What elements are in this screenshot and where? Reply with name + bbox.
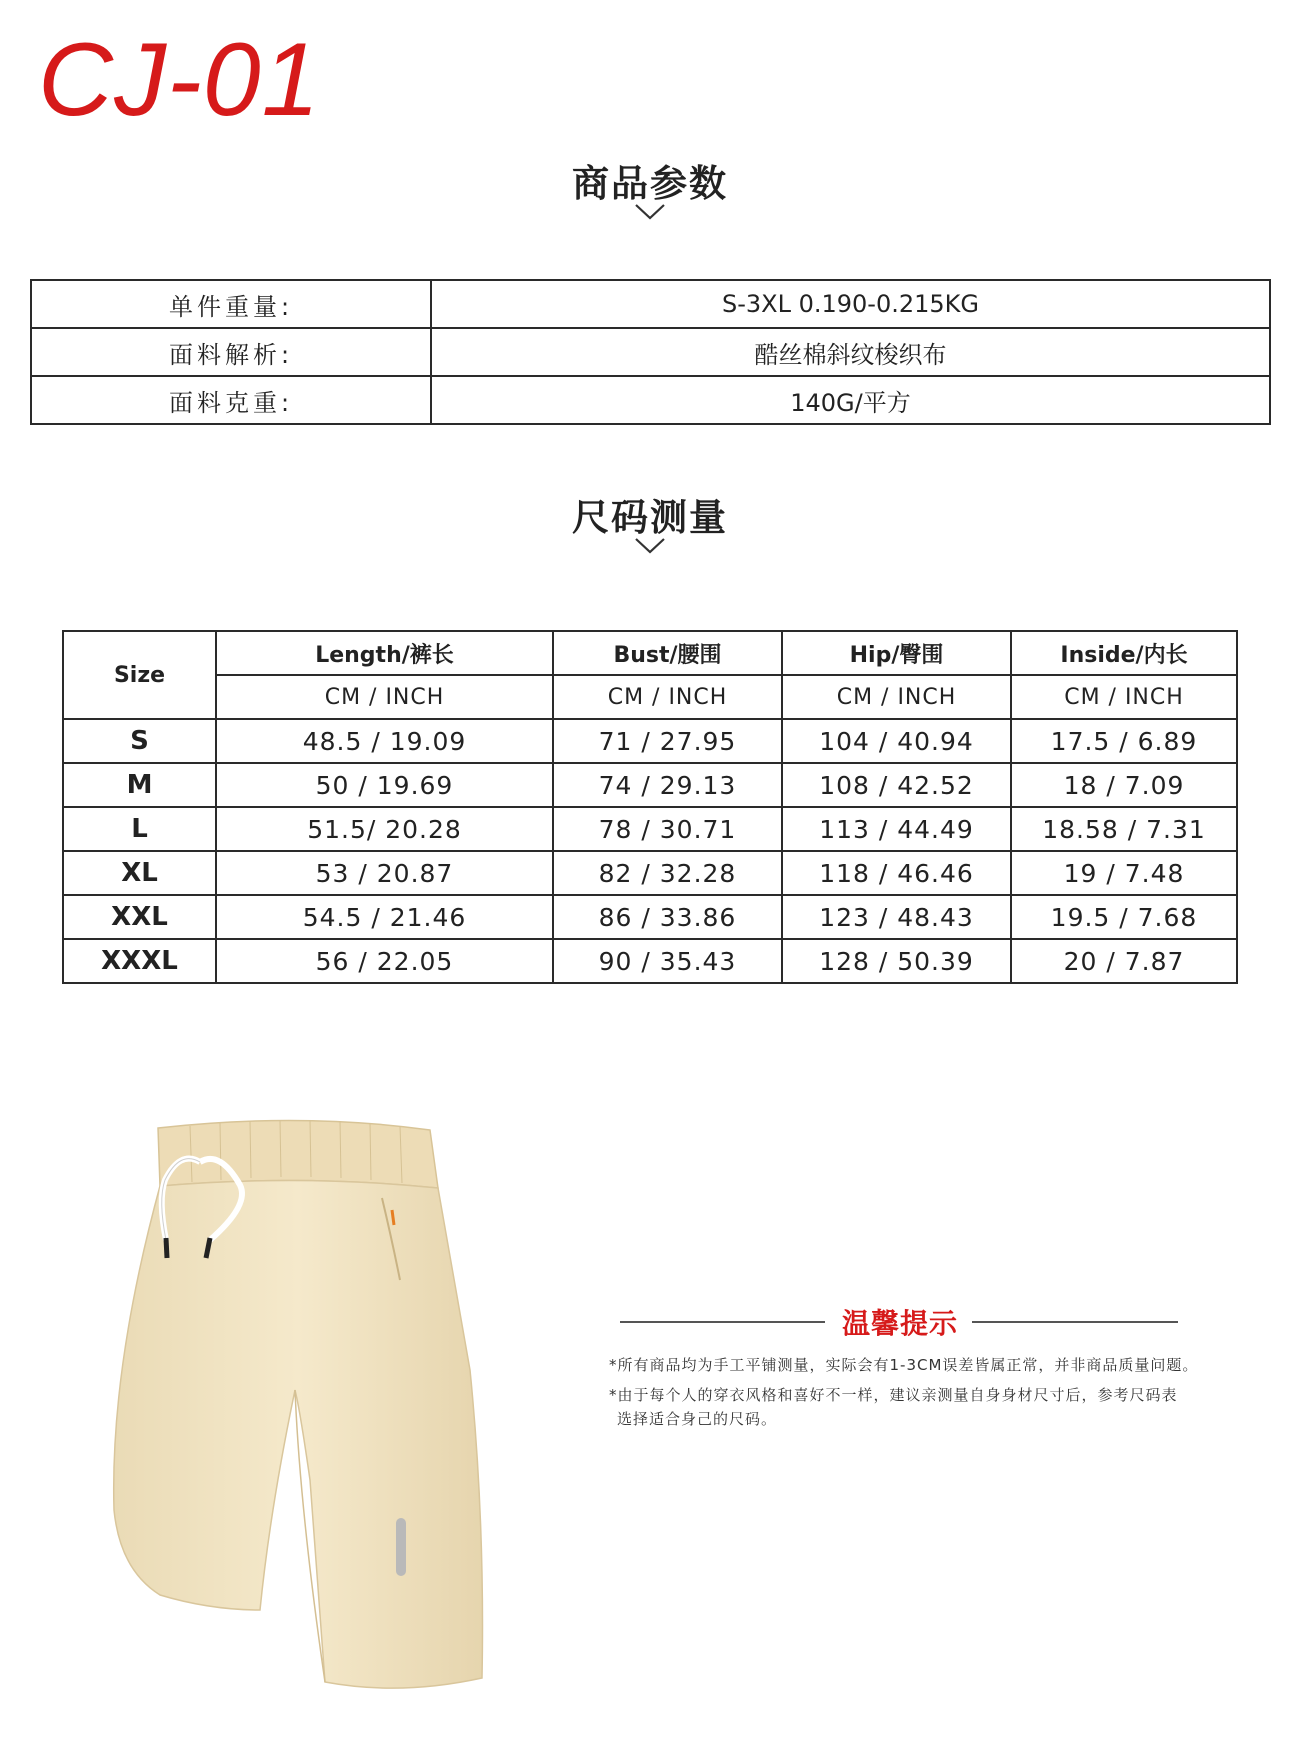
table-cell: 108 / 42.52	[782, 763, 1011, 807]
size-cell: L	[63, 807, 216, 851]
table-cell: 90 / 35.43	[553, 939, 782, 983]
table-cell: 104 / 40.94	[782, 719, 1011, 763]
table-cell: 56 / 22.05	[216, 939, 553, 983]
param-value: 140G/平方	[431, 376, 1270, 424]
table-cell: 74 / 29.13	[553, 763, 782, 807]
table-cell: 71 / 27.95	[553, 719, 782, 763]
table-cell: 123 / 48.43	[782, 895, 1011, 939]
table-row	[63, 763, 1237, 807]
unit-label: CM / INCH	[553, 675, 782, 719]
table-cell: 18.58 / 7.31	[1011, 807, 1237, 851]
chevron-down-icon	[634, 203, 666, 221]
tip-line-3: 选择适合身己的尺码。	[617, 1410, 778, 1428]
table-cell: 18 / 7.09	[1011, 763, 1237, 807]
param-value: S-3XL 0.190-0.215KG	[431, 280, 1270, 328]
param-label: 单件重量:	[31, 280, 431, 328]
table-cell: 118 / 46.46	[782, 851, 1011, 895]
param-label: 面料解析:	[31, 328, 431, 376]
table-cell: 128 / 50.39	[782, 939, 1011, 983]
size-cell: XL	[63, 851, 216, 895]
tips-title: 温馨提示	[841, 1307, 958, 1340]
size-cell: M	[63, 763, 216, 807]
table-row	[63, 851, 1237, 895]
column-header: Hip/臀围	[782, 631, 1011, 675]
unit-label: CM / INCH	[216, 675, 553, 719]
params-title: 商品参数	[572, 162, 728, 205]
size-header-row	[63, 631, 1237, 675]
size-cell: XXXL	[63, 939, 216, 983]
size-title: 尺码测量	[572, 496, 728, 539]
table-cell: 54.5 / 21.46	[216, 895, 553, 939]
table-cell: 82 / 32.28	[553, 851, 782, 895]
params-table	[30, 279, 1271, 425]
shorts-product-image	[100, 1090, 520, 1700]
params-row	[31, 328, 1270, 376]
table-cell: 53 / 20.87	[216, 851, 553, 895]
table-row	[63, 807, 1237, 851]
column-header: Length/裤长	[216, 631, 553, 675]
table-cell: 48.5 / 19.09	[216, 719, 553, 763]
size-table	[62, 630, 1238, 984]
tip-line-1: *所有商品均为手工平铺测量，实际会有1-3CM误差皆属正常，并非商品质量问题。	[609, 1356, 1199, 1374]
model-code: CJ-01	[38, 22, 321, 138]
tips-divider-right	[972, 1321, 1178, 1323]
table-row	[63, 719, 1237, 763]
table-cell: 78 / 30.71	[553, 807, 782, 851]
table-cell: 51.5/ 20.28	[216, 807, 553, 851]
table-cell: 19.5 / 7.68	[1011, 895, 1237, 939]
table-cell: 20 / 7.87	[1011, 939, 1237, 983]
unit-label: CM / INCH	[1011, 675, 1237, 719]
table-cell: 113 / 44.49	[782, 807, 1011, 851]
table-cell: 50 / 19.69	[216, 763, 553, 807]
unit-header-row	[63, 675, 1237, 719]
params-row	[31, 280, 1270, 328]
size-cell: S	[63, 719, 216, 763]
param-value: 酷丝棉斜纹梭织布	[431, 328, 1270, 376]
unit-label: CM / INCH	[782, 675, 1011, 719]
tip-line-2: *由于每个人的穿衣风格和喜好不一样，建议亲测量自身身材尺寸后，参考尺码表	[609, 1386, 1178, 1404]
table-cell: 19 / 7.48	[1011, 851, 1237, 895]
param-label: 面料克重:	[31, 376, 431, 424]
tips-divider-left	[620, 1321, 825, 1323]
params-row	[31, 376, 1270, 424]
column-header: Inside/内长	[1011, 631, 1237, 675]
table-cell: 86 / 33.86	[553, 895, 782, 939]
chevron-down-icon	[634, 537, 666, 555]
column-header: Bust/腰围	[553, 631, 782, 675]
table-cell: 17.5 / 6.89	[1011, 719, 1237, 763]
size-column-header: Size	[63, 631, 216, 719]
table-row	[63, 895, 1237, 939]
table-row	[63, 939, 1237, 983]
size-cell: XXL	[63, 895, 216, 939]
